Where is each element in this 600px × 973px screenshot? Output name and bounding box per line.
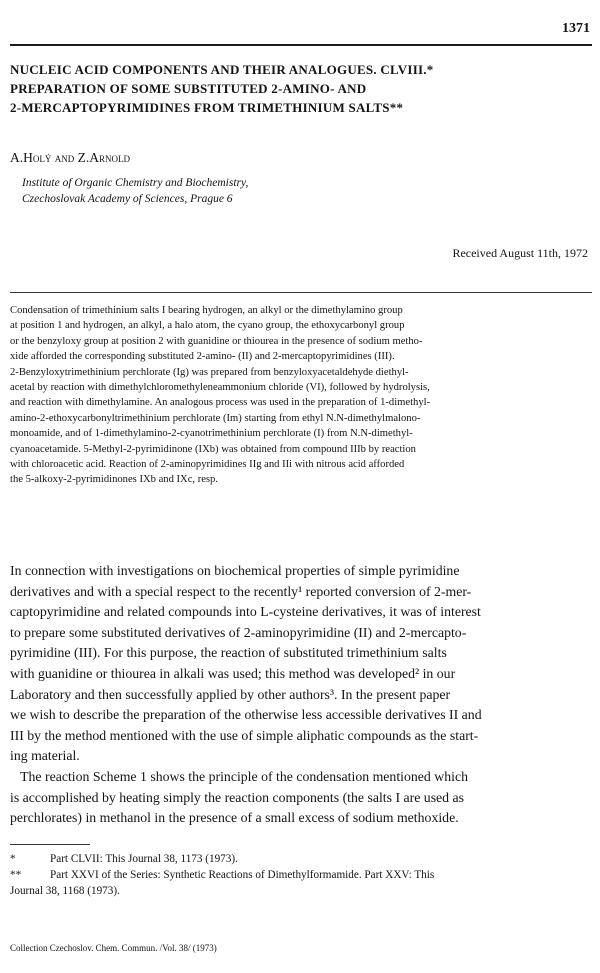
abstract-line: at position 1 and hydrogen, an alkyl, a halo atom, the cyano group, the ethoxycarbonyl group (10, 320, 405, 332)
footnote-text: Journal 38, 1168 (1973). (10, 885, 120, 897)
body-line: we wish to describe the preparation of the otherwise less accessible derivatives II and (10, 707, 482, 723)
body-line: In connection with investigations on biochemical properties of simple pyrimidine (10, 563, 460, 578)
authors: A.Holý and Z.Arnold (10, 150, 130, 165)
abstract-line: xide afforded the corresponding substituted 2-amino- (II) and 2-mercaptopyrimidines (III). (10, 351, 395, 363)
abstract-line: monoamide, and of 1-dimethylamino-2-cyanotrimethinium perchlorate (I) from N.N-dimethyl- (10, 428, 413, 440)
footnote (10, 867, 595, 899)
body-line: III by the method mentioned with the use of simple aliphatic compounds as the start- (10, 727, 479, 743)
title-line: NUCLEIC ACID COMPONENTS AND THEIR ANALOGUES. CLVIII.* (10, 62, 434, 77)
abstract-line: amino-2-ethoxycarbonyltrimethinium perchlorate (Im) starting from ethyl N.N-dimethylmalono- (10, 412, 421, 424)
abstract-rule (10, 292, 592, 293)
body-line: ing material. (10, 748, 80, 764)
abstract (10, 303, 590, 488)
footnotes (10, 851, 595, 899)
body-line: perchlorates) in methanol in the presence of a small excess of sodium methoxide. (10, 810, 459, 826)
abstract-line: cyanoacetamide. 5-Methyl-2-pyrimidinone (IXb) was obtained from compound IIIb by reaction (10, 443, 416, 455)
body-line: with guanidine or thiourea in alkali was used; this method was developed² in our (10, 665, 456, 681)
abstract-line: with chloroacetic acid. Reaction of 2-aminopyrimidines IIg and IIi with nitrous acid afforded (10, 459, 405, 471)
affiliation-line: Czechoslovak Academy of Sciences, Prague 6 (22, 193, 233, 205)
abstract-line: the 5-alkoxy-2-pyrimidinones IXb and IXc, resp. (10, 474, 218, 486)
header-rule (10, 44, 592, 46)
abstract-line: and reaction with dimethylamine. An analogous process was used in the preparation of 1-dimethyl- (10, 397, 431, 409)
footnote-mark: ** (10, 869, 22, 881)
footnote (10, 851, 595, 867)
affiliation-line: Institute of Organic Chemistry and Biochemistry, (22, 177, 249, 189)
abstract-line: Condensation of trimethinium salts I bearing hydrogen, an alkyl or the dimethylamino group (10, 305, 403, 316)
title-line: 2-MERCAPTOPYRIMIDINES FROM TRIMETHINIUM SALTS** (10, 100, 404, 115)
body-line: to prepare some substituted derivatives of 2-aminopyrimidine (II) and 2-mercapto- (10, 624, 467, 640)
body-line: The reaction Scheme 1 shows the principle of the condensation mentioned which (10, 768, 468, 784)
abstract-line: or the benzyloxy group at position 2 with guanidine or thiourea in the presence of sodium metho- (10, 335, 423, 347)
title-line: PREPARATION OF SOME SUBSTITUTED 2-AMINO- AND (10, 81, 367, 96)
footnote-mark: * (10, 853, 16, 865)
body-line: Laboratory and then successfully applied by other authors³. In the present paper (10, 686, 451, 702)
footnote-rule (10, 844, 90, 845)
footnote-text: Part CLVII: This Journal 38, 1173 (1973). (50, 853, 238, 865)
body-line: pyrimidine (III). For this purpose, the reaction of substituted trimethinium salts (10, 645, 447, 661)
footnote-text: Part XXVI of the Series: Synthetic Reactions of Dimethylformamide. Part XXV: This (50, 869, 435, 881)
article-title (10, 60, 590, 117)
body-text (10, 561, 590, 829)
journal-footer: Collection Czechoslov. Chem. Commun. /Vol. 38/ (1973) (10, 943, 217, 953)
affiliation (22, 175, 248, 207)
abstract-line: acetal by reaction with dimethylchloromethyleneammonium chloride (VI), followed by hydrolysis, (10, 382, 430, 394)
abstract-line: 2-Benzyloxytrimethinium perchlorate (Ig) was prepared from benzyloxyacetaldehyde diethyl- (10, 366, 409, 378)
received-date: Received August 11th, 1972 (452, 246, 588, 260)
page-number: 1371 (562, 21, 590, 36)
body-line: is accomplished by heating simply the reaction components (the salts I are used as (10, 789, 465, 805)
body-line: derivatives and with a special respect to the recently¹ reported conversion of 2-mer- (10, 583, 472, 599)
body-line: captopyrimidine and related compounds into L-cysteine derivatives, it was of interest (10, 604, 481, 620)
